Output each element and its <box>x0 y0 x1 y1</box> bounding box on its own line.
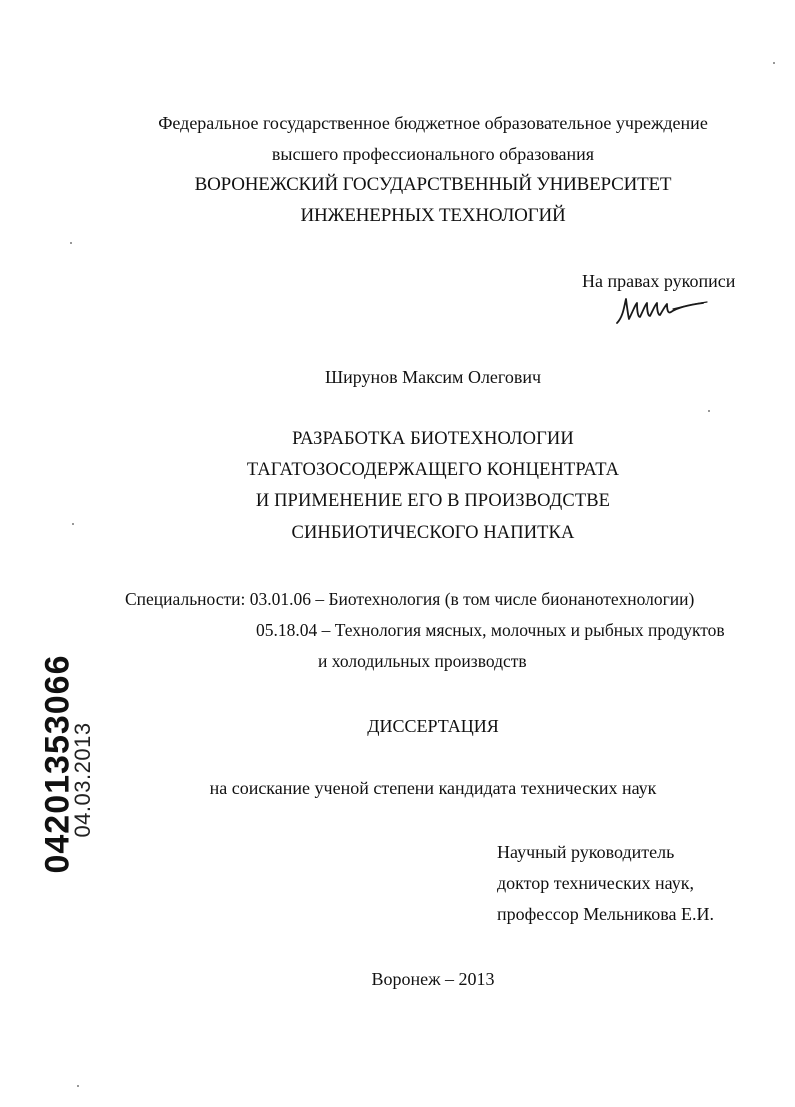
library-stamp-code: 04201353066 <box>38 654 77 874</box>
title-line-3: И ПРИМЕНЕНИЕ ЕГО В ПРОИЗВОДСТВЕ <box>255 491 611 511</box>
supervisor-line-3: профессор Мельникова Е.И. <box>497 904 715 924</box>
degree-statement: на соискание ученой степени кандидата технических наук <box>209 778 657 798</box>
author-name: Ширунов Максим Олегович <box>324 367 542 387</box>
specialty-line-1: Специальности: 03.01.06 – Биотехнология (в том числе бионанотехнологии) <box>125 589 695 609</box>
supervisor-line-1: Научный руководитель <box>497 842 675 862</box>
scan-speck <box>773 62 775 64</box>
institution-line-2: высшего профессионального образования <box>271 144 595 164</box>
supervisor-line-2: доктор технических наук, <box>497 873 694 893</box>
institution-line-1: Федеральное государственное бюджетное образовательное учреждение <box>158 113 708 133</box>
scan-speck <box>77 1085 79 1087</box>
scan-speck <box>708 410 710 412</box>
title-line-2: ТАГАТОЗОСОДЕРЖАЩЕГО КОНЦЕНТРАТА <box>246 460 620 480</box>
scan-speck <box>70 242 72 244</box>
place-and-year: Воронеж – 2013 <box>371 969 495 989</box>
specialty-line-3: и холодильных производств <box>318 651 527 671</box>
document-type: ДИССЕРТАЦИЯ <box>367 716 499 736</box>
scan-speck <box>72 523 74 525</box>
manuscript-note: На правах рукописи <box>582 271 736 291</box>
university-name-line-1: ВОРОНЕЖСКИЙ ГОСУДАРСТВЕННЫЙ УНИВЕРСИТЕТ <box>194 174 672 195</box>
handwritten-signature-icon <box>615 293 715 327</box>
university-name-line-2: ИНЖЕНЕРНЫХ ТЕХНОЛОГИЙ <box>300 205 566 226</box>
title-line-4: СИНБИОТИЧЕСКОГО НАПИТКА <box>291 523 575 543</box>
title-line-1: РАЗРАБОТКА БИОТЕХНОЛОГИИ <box>292 429 574 449</box>
library-stamp-date: 04.03.2013 <box>70 722 95 838</box>
specialty-line-2: 05.18.04 – Технология мясных, молочных и рыбных продуктов <box>256 620 725 640</box>
